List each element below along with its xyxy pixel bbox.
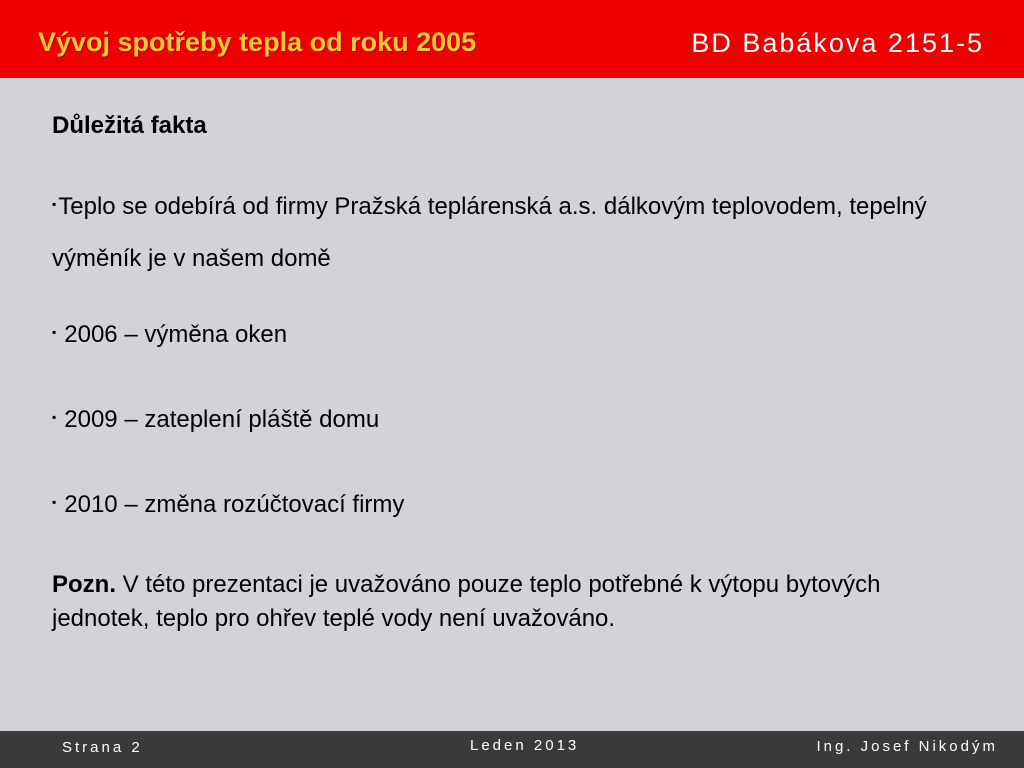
organization-name: BD Babákova 2151-5: [691, 28, 984, 58]
page-number: Strana 2: [62, 739, 143, 756]
slide-footer: [0, 731, 1024, 768]
slide-header: [0, 0, 1024, 78]
section-heading: Důležitá fakta: [52, 112, 207, 139]
list-item-text: 2010 – změna rozúčtovací firmy: [64, 491, 405, 518]
square-bullet-icon: ▪: [52, 410, 57, 424]
note-label: Pozn.: [52, 571, 116, 598]
footer-author: Ing. Josef Nikodým: [816, 738, 998, 755]
list-item-text: 2009 – zateplení pláště domu: [64, 406, 380, 433]
slide-title: Vývoj spotřeby tepla od roku 2005: [38, 27, 477, 57]
note-paragraph: [52, 568, 982, 636]
square-bullet-icon: ▪: [52, 325, 57, 339]
list-item: [52, 391, 972, 446]
list-item-text: Teplo se odebírá od firmy Pražská teplárenská a.s. dálkovým teplovodem, tepelný výměník je v našem domě: [52, 193, 927, 272]
list-item: [52, 476, 972, 531]
square-bullet-icon: ▪: [52, 495, 57, 509]
square-bullet-icon: ▪: [52, 197, 57, 211]
list-item-text: 2006 – výměna oken: [64, 321, 288, 348]
footer-date: Leden 2013: [470, 737, 580, 754]
list-item: [52, 306, 972, 361]
list-item: [52, 178, 972, 285]
note-text: V této prezentaci je uvažováno pouze teplo potřebné k výtopu bytových jednotek, teplo pro ohřev teplé vody není uvažováno.: [52, 571, 881, 632]
